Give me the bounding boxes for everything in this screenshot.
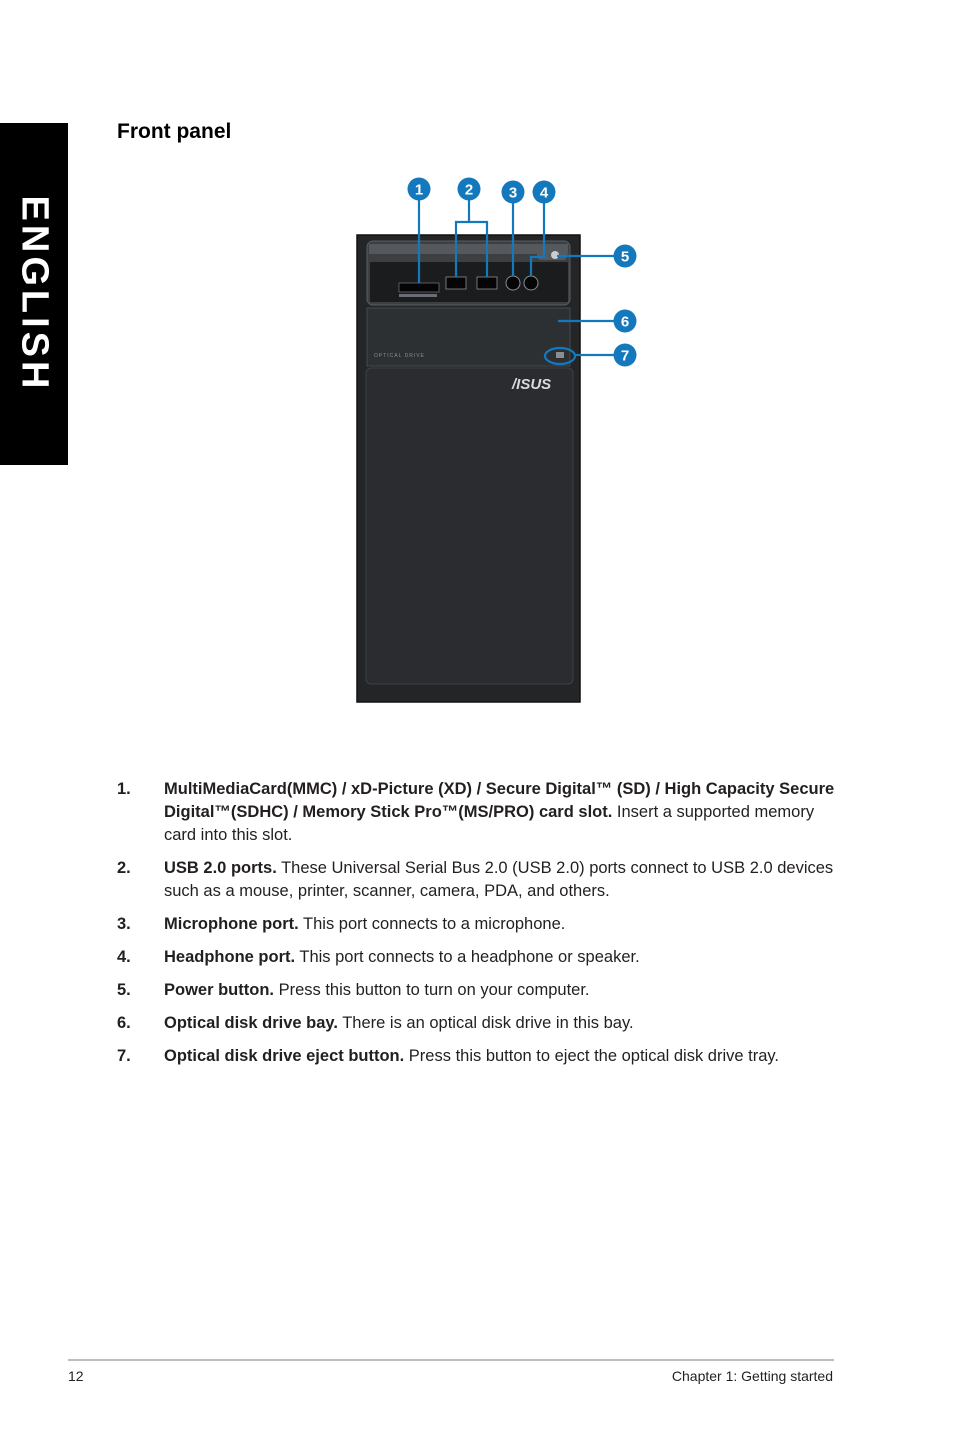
list-item: [117, 778, 837, 847]
callout-number: 7: [620, 347, 630, 365]
chapter-title: Chapter 1: Getting started: [671, 1368, 833, 1384]
callout-badge: [458, 178, 481, 201]
headphone-jack[interactable]: [524, 276, 538, 290]
item-number: 5.: [117, 981, 131, 999]
optical-drive-label: OPTICAL DRIVE: [374, 353, 425, 359]
item-term: USB 2.0 ports.: [164, 859, 277, 877]
callout-number: 3: [508, 184, 518, 202]
item-description: Press this button to eject the optical disk drive tray.: [404, 1047, 780, 1065]
item-description: This port connects to a headphone or speaker.: [295, 948, 640, 966]
language-tab-label: ENGLISH: [13, 195, 56, 393]
item-term: Optical disk drive bay.: [164, 1014, 338, 1032]
usb-port-1[interactable]: [446, 277, 466, 289]
callout-badge: [408, 178, 431, 201]
list-item: [117, 857, 837, 903]
eject-button[interactable]: [556, 352, 564, 358]
item-description: There is an optical disk drive in this bay.: [337, 1014, 634, 1032]
item-number: 7.: [117, 1047, 131, 1065]
footer-divider: [68, 1359, 834, 1361]
item-term: MultiMediaCard(MMC) / xD-Picture (XD) / Secure Digital™ (SD) / High Capacity Secure Digital™(SDHC) / Memory Stick Pro™(MS/PRO) card slot.: [164, 780, 835, 821]
callout-badge: [614, 344, 637, 367]
callout-badge: [614, 245, 637, 268]
item-term: Power button.: [164, 981, 274, 999]
microphone-jack[interactable]: [506, 276, 520, 290]
callout-number: 1: [414, 181, 424, 199]
list-item: [117, 913, 837, 936]
item-description: These Universal Serial Bus 2.0 (USB 2.0) ports connect to USB 2.0 devices such as a mouse, printer, scanner, camera, PDA, and others.: [164, 859, 834, 900]
callout-number: 5: [620, 248, 630, 266]
item-term: Optical disk drive eject button.: [164, 1047, 405, 1065]
list-item: [117, 946, 837, 969]
usb-port-2[interactable]: [477, 277, 497, 289]
item-number: 6.: [117, 1014, 131, 1032]
item-term: Microphone port.: [164, 915, 299, 933]
item-description: Press this button to turn on your computer.: [274, 981, 590, 999]
item-number: 3.: [117, 915, 131, 933]
list-item: [117, 979, 837, 1002]
page-number: 12: [68, 1368, 84, 1384]
brand-logo: /ISUS: [512, 376, 552, 393]
list-item: [117, 1045, 837, 1068]
callout-badge: [502, 181, 525, 204]
card-slot[interactable]: [399, 283, 439, 292]
callout-badge: [614, 310, 637, 333]
callout-number: 4: [539, 184, 549, 202]
front-door: [366, 368, 573, 684]
callout-number: 2: [464, 181, 474, 199]
section-title: Front panel: [117, 120, 232, 143]
item-term: Headphone port.: [164, 948, 296, 966]
list-item: [117, 1012, 837, 1035]
item-number: 2.: [117, 859, 131, 877]
feature-list: [117, 778, 837, 1078]
item-description: Insert a supported memory card into this slot.: [164, 803, 815, 844]
callout-badge: [533, 181, 556, 204]
callout-number: 6: [620, 313, 630, 331]
item-description: This port connects to a microphone.: [298, 915, 566, 933]
item-number: 4.: [117, 948, 131, 966]
item-number: 1.: [117, 780, 131, 798]
